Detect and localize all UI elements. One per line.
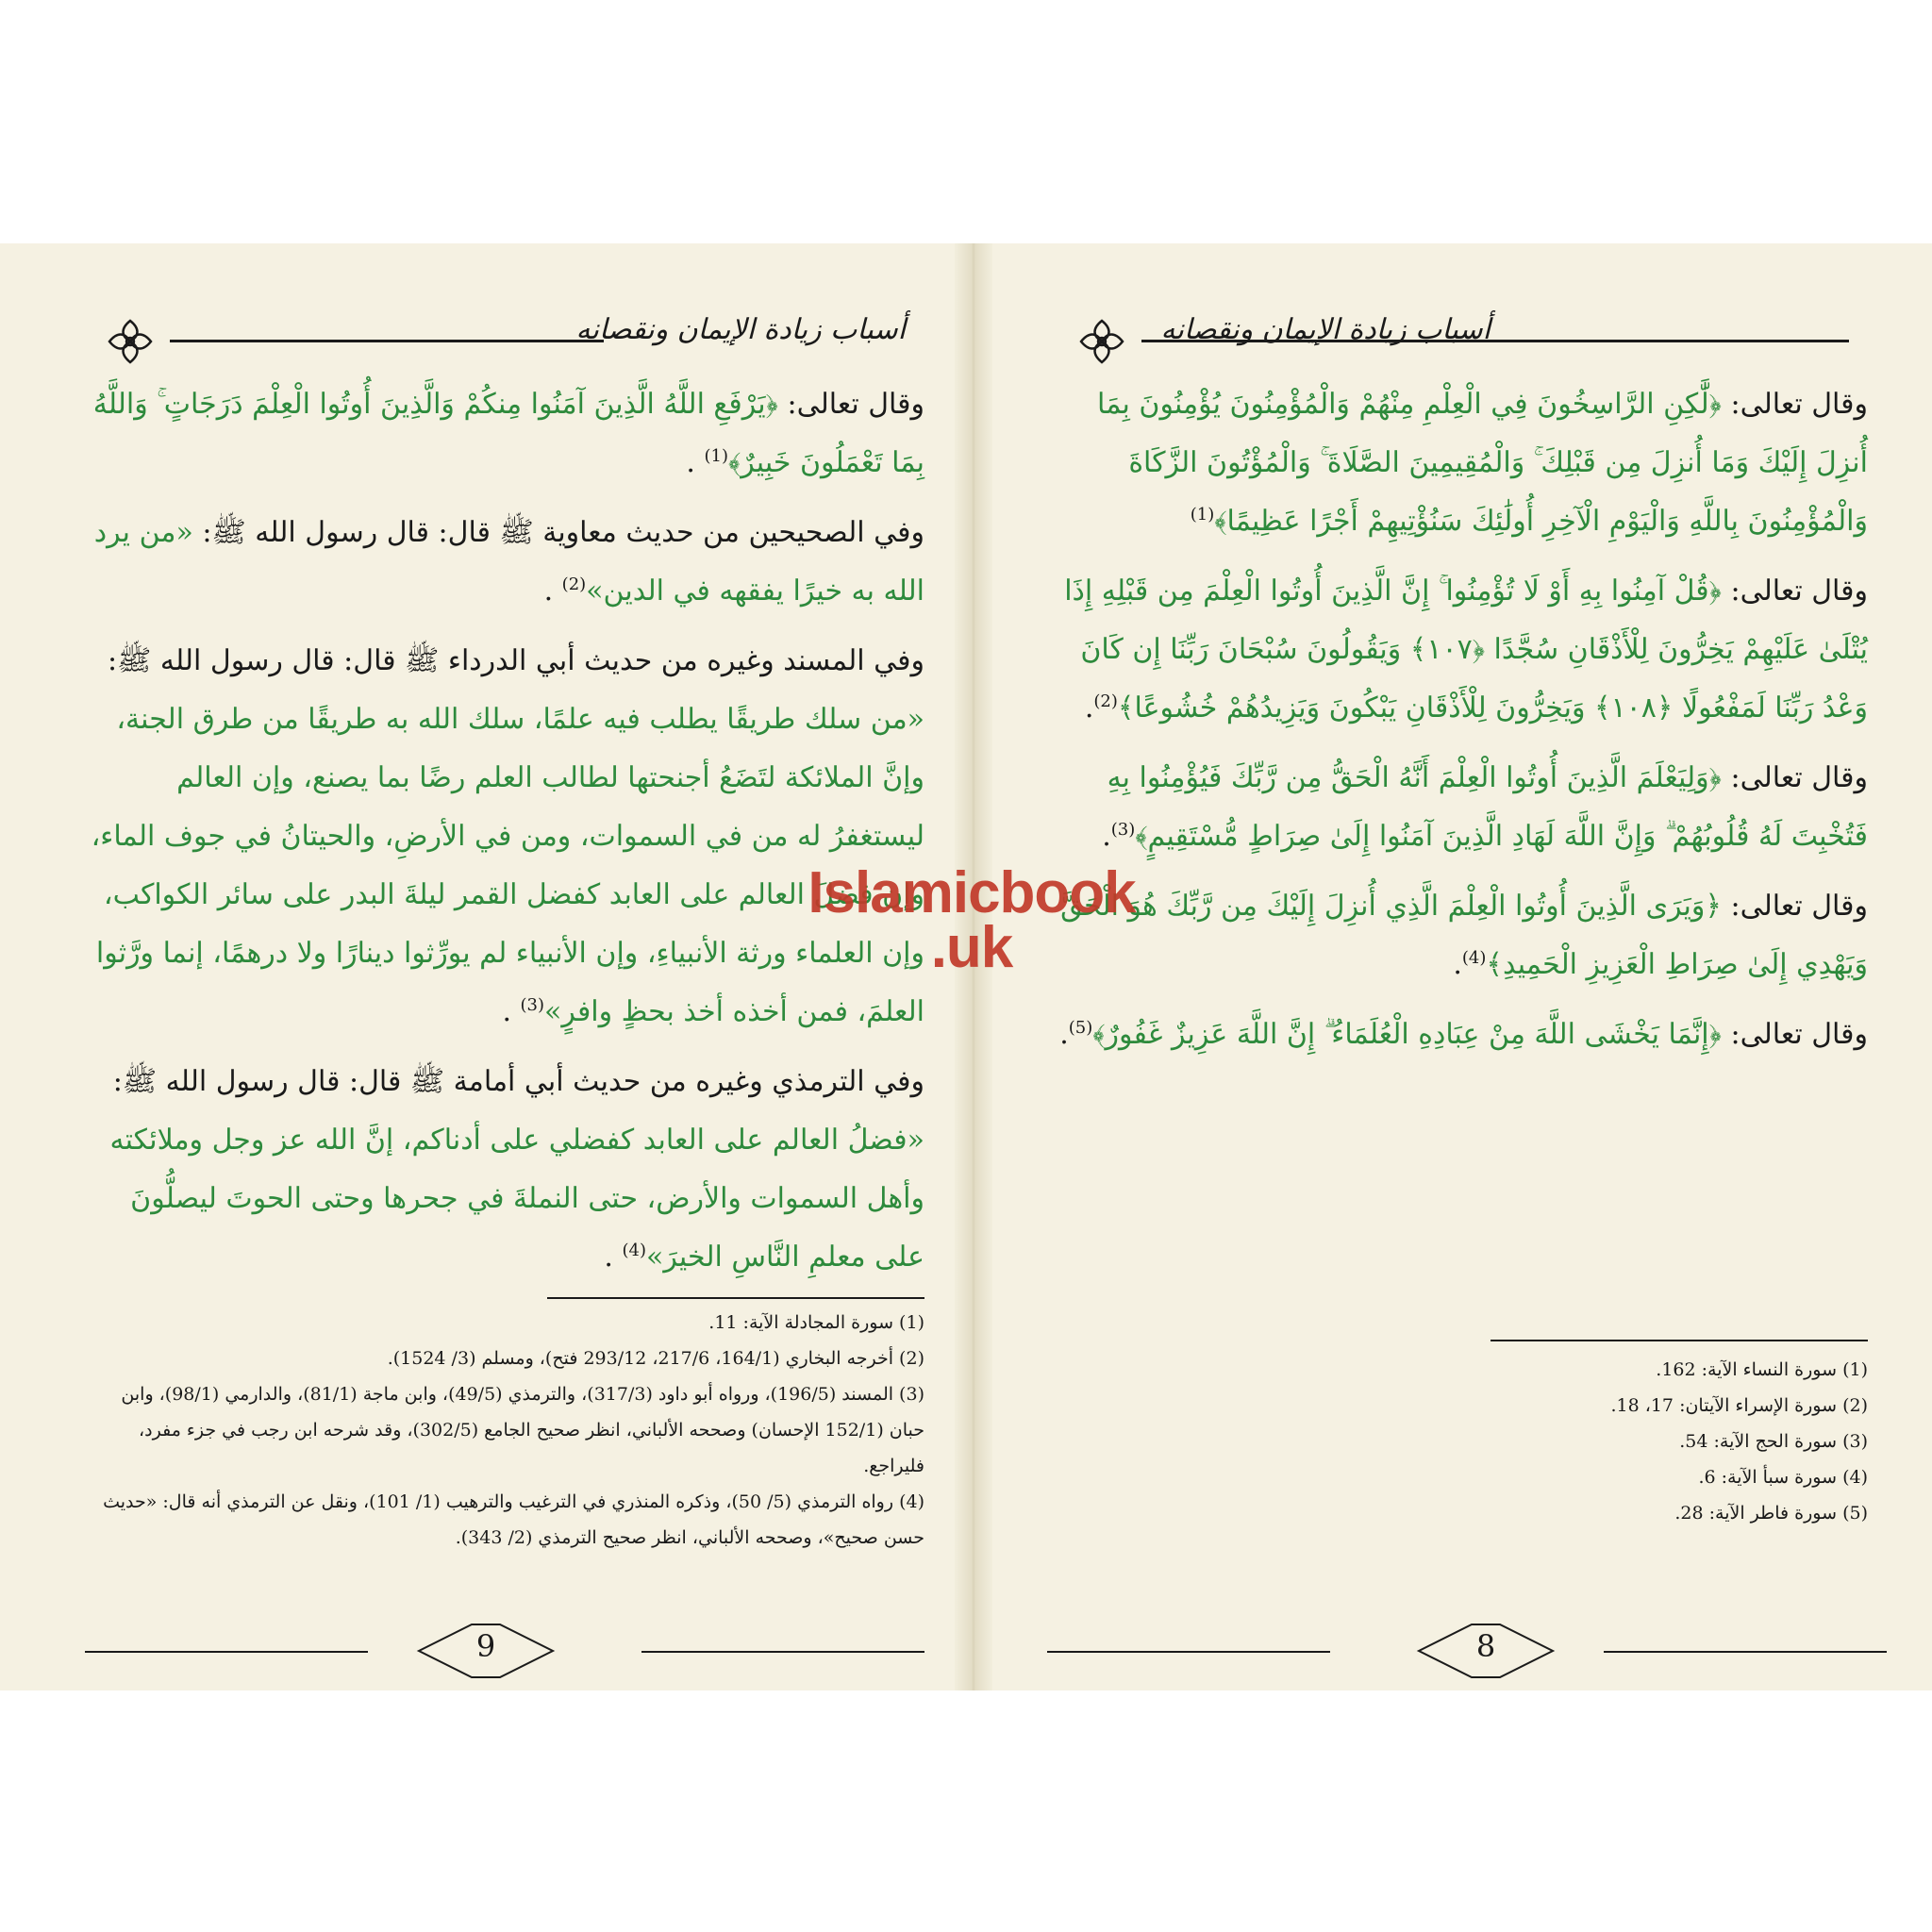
footnote-ref: (4) — [622, 1241, 647, 1260]
header-title: أسباب زيادة الإيمان ونقصانه — [575, 313, 906, 346]
quran-verse: ﴿وَلِيَعْلَمَ الَّذِينَ أُوتُوا الْعِلْمَ أَنَّهُ الْحَقُّ مِن رَّبِّكَ فَيُؤْمِنُوا بِهِ فَتُخْبِتَ لَهُ قُلُوبُهُمْ ۗ وَإِنَّ اللَّهَ لَهَادِ الَّذِينَ آمَنُوا إِلَىٰ صِرَاطٍ مُّسْتَقِيمٍ﴾ — [1107, 761, 1868, 853]
quran-verse: ﴿وَيَرَى الَّذِينَ أُوتُوا الْعِلْمَ الَّذِي أُنزِلَ إِلَيْكَ مِن رَّبِّكَ هُوَ الْحَقَّ وَيَهْدِي إِلَىٰ صِرَاطِ الْعَزِيزِ الْحَمِيدِ﴾ — [1060, 890, 1868, 981]
paragraph-lead: وفي الترمذي وغيره من حديث أبي أمامة ﷺ قال: قال رسول الله ﷺ: — [112, 1065, 924, 1098]
footnote: (2) أخرجه البخاري (164/1، 217/6، 293/12 فتح)، ومسلم (3/ 1524). — [387, 1348, 924, 1369]
footnote-ref: (3) — [520, 995, 545, 1015]
paragraph-tail: . — [502, 995, 521, 1028]
main-text — [1057, 375, 1868, 1075]
paragraph — [85, 1053, 924, 1287]
footnote-ref: (5) — [1068, 1018, 1093, 1038]
ornament-icon — [1075, 315, 1128, 368]
footnote: (4) رواه الترمذي (5/ 50)، وذكره المنذري في الترغيب والترهيب (1/ 101)، ونقل عن الترمذي أنه قال: «حديث حسن صحيح»، وصححه الألباني، انظر صحيح الترمذي (2/ 343). — [103, 1491, 924, 1548]
paragraph — [85, 504, 924, 621]
paragraph-tail: . — [543, 575, 562, 608]
footnote: (1) سورة المجادلة الآية: 11. — [708, 1312, 924, 1333]
footnote: (3) المسند (196/5)، ورواه أبو داود (317/3)، والترمذي (49/5)، وابن ماجة (81/1)، والدارمي (98/1)، وابن حبان (152/1 الإحسان) وصححه الألباني، انظر صحيح الجامع (302/5)، وقد شرحه ابن رجب في جزء مفرد، فليراجع. — [121, 1384, 924, 1476]
ornament-icon — [104, 315, 157, 368]
footer-rule — [641, 1651, 924, 1653]
right-page — [1019, 243, 1906, 1690]
paragraph-tail: . — [1059, 1018, 1069, 1051]
footnote-ref: (1) — [1190, 505, 1215, 525]
hadith-text: «من يرد الله به خيرًا يفقهه في الدين» — [93, 516, 924, 608]
footnote: (3) سورة الحج الآية: 54. — [1679, 1431, 1868, 1452]
footnote-rule — [547, 1297, 924, 1299]
running-header — [85, 309, 924, 366]
paragraph-lead: وقال تعالى: — [1721, 388, 1868, 421]
paragraph-tail: . — [604, 1241, 623, 1274]
paragraph-lead: وقال تعالى: — [1721, 890, 1868, 923]
paragraph-tail: . — [686, 446, 705, 479]
paragraph-lead: وقال تعالى: — [1721, 761, 1868, 794]
hadith-text: «فضلُ العالم على العابد كفضلي على أدناكم، إنَّ الله عز وجل وملائكته وأهل السموات والأرض، حتى النملةَ في جحرها وحتى الحوتَ ليصلُّونَ على معلمِ النَّاسِ الخيرَ» — [109, 1124, 924, 1274]
watermark — [802, 860, 1141, 980]
footer-rule — [1047, 1651, 1330, 1653]
footnote-rule — [1491, 1340, 1868, 1341]
hadith-text: «من سلك طريقًا يطلب فيه علمًا، سلك الله به طريقًا من طرق الجنة، وإنَّ الملائكة لتَضَعُ أجنحتها لطالب العلم رضًا بما يصنع، وإن العالم ليستغفرُ له من في السموات، ومن في الأرضِ، والحيتانُ في جوف الماء، وإن فضلَ العالم على العابد كفضل القمر ليلةَ البدر على سائر الكواكب، وإن العلماء ورثة الأنبياءِ، وإن الأنبياء لم يورِّثوا دينارًا ولا درهمًا، إنما ورَّثوا العلمَ، فمن أخذه أخذ بحظٍ وافرٍ» — [91, 703, 924, 1028]
paragraph-lead: وقال تعالى: — [1721, 575, 1868, 608]
footnote-ref: (1) — [704, 446, 728, 466]
header-title: أسباب زيادة الإيمان ونقصانه — [1160, 313, 1491, 346]
footnotes — [1047, 1352, 1868, 1531]
paragraph-lead: وقال تعالى: — [1721, 1018, 1868, 1051]
page-number: 8 — [1475, 1628, 1496, 1664]
footnote-ref: (2) — [1093, 691, 1118, 711]
watermark-line: Islamicbook — [808, 860, 1136, 925]
paragraph — [1057, 375, 1868, 551]
page-footer — [1047, 1602, 1887, 1677]
page-footer — [85, 1602, 924, 1677]
paragraph — [1057, 877, 1868, 994]
header-rule — [170, 340, 604, 342]
footnote-ref: (2) — [561, 575, 587, 594]
quran-verse: ﴿يَرْفَعِ اللَّهُ الَّذِينَ آمَنُوا مِنكُمْ وَالَّذِينَ أُوتُوا الْعِلْمَ دَرَجَاتٍ ۚ وَاللَّهُ بِمَا تَعْمَلُونَ خَبِيرٌ﴾ — [92, 388, 924, 479]
footer-rule — [85, 1651, 368, 1653]
footnotes — [85, 1305, 924, 1556]
footnote: (1) سورة النساء الآية: 162. — [1656, 1359, 1868, 1380]
paragraph — [1057, 1006, 1868, 1064]
paragraph — [1057, 749, 1868, 866]
paragraph — [85, 632, 924, 1041]
paragraph-tail: . — [1084, 691, 1094, 724]
paragraph-tail: . — [1102, 820, 1111, 853]
paragraph — [85, 375, 924, 492]
footer-rule — [1604, 1651, 1887, 1653]
footnote-ref: (4) — [1461, 948, 1487, 968]
footnote: (4) سورة سبأ الآية: 6. — [1698, 1467, 1868, 1488]
quran-verse: ﴿لَّٰكِنِ الرَّاسِخُونَ فِي الْعِلْمِ مِنْهُمْ وَالْمُؤْمِنُونَ يُؤْمِنُونَ بِمَا أُنزِلَ إِلَيْكَ وَمَا أُنزِلَ مِن قَبْلِكَ ۚ وَالْمُقِيمِينَ الصَّلَاةَ ۚ وَالْمُؤْتُونَ الزَّكَاةَ وَالْمُؤْمِنُونَ بِاللَّهِ وَالْيَوْمِ الْآخِرِ أُولَٰئِكَ سَنُؤْتِيهِمْ أَجْرًا عَظِيمًا﴾ — [1097, 388, 1868, 538]
footnote-ref: (3) — [1110, 820, 1136, 840]
paragraph — [1057, 562, 1868, 738]
watermark-line: .uk — [930, 915, 1013, 980]
quran-verse: ﴿إِنَّمَا يَخْشَى اللَّهَ مِنْ عِبَادِهِ الْعُلَمَاءُ ۗ إِنَّ اللَّهَ عَزِيزٌ غَفُورٌ﴾ — [1092, 1018, 1722, 1051]
footnote: (2) سورة الإسراء الآيتان: 17، 18. — [1610, 1395, 1868, 1416]
quran-verse: ﴿قُلْ آمِنُوا بِهِ أَوْ لَا تُؤْمِنُوا ۚ إِنَّ الَّذِينَ أُوتُوا الْعِلْمَ مِن قَبْلِهِ إِذَا يُتْلَىٰ عَلَيْهِمْ يَخِرُّونَ لِلْأَذْقَانِ سُجَّدًا ﴿١٠٧﴾ وَيَقُولُونَ سُبْحَانَ رَبِّنَا إِن كَانَ وَعْدُ رَبِّنَا لَمَفْعُولًا ﴿١٠٨﴾ وَيَخِرُّونَ لِلْأَذْقَانِ يَبْكُونَ وَيَزِيدُهُمْ خُشُوعًا﴾ — [1064, 575, 1868, 724]
paragraph-lead: وقال تعالى: — [777, 388, 924, 421]
page-number: 9 — [475, 1628, 496, 1664]
paragraph-lead: وفي الصحيحين من حديث معاوية ﷺ قال: قال رسول الله ﷺ: — [192, 516, 924, 549]
paragraph-tail: . — [1453, 948, 1462, 981]
footnote: (5) سورة فاطر الآية: 28. — [1674, 1503, 1868, 1524]
running-header — [1047, 309, 1887, 366]
paragraph-lead: وفي المسند وغيره من حديث أبي الدرداء ﷺ قال: قال رسول الله ﷺ: — [107, 644, 924, 677]
main-text — [85, 375, 924, 1298]
